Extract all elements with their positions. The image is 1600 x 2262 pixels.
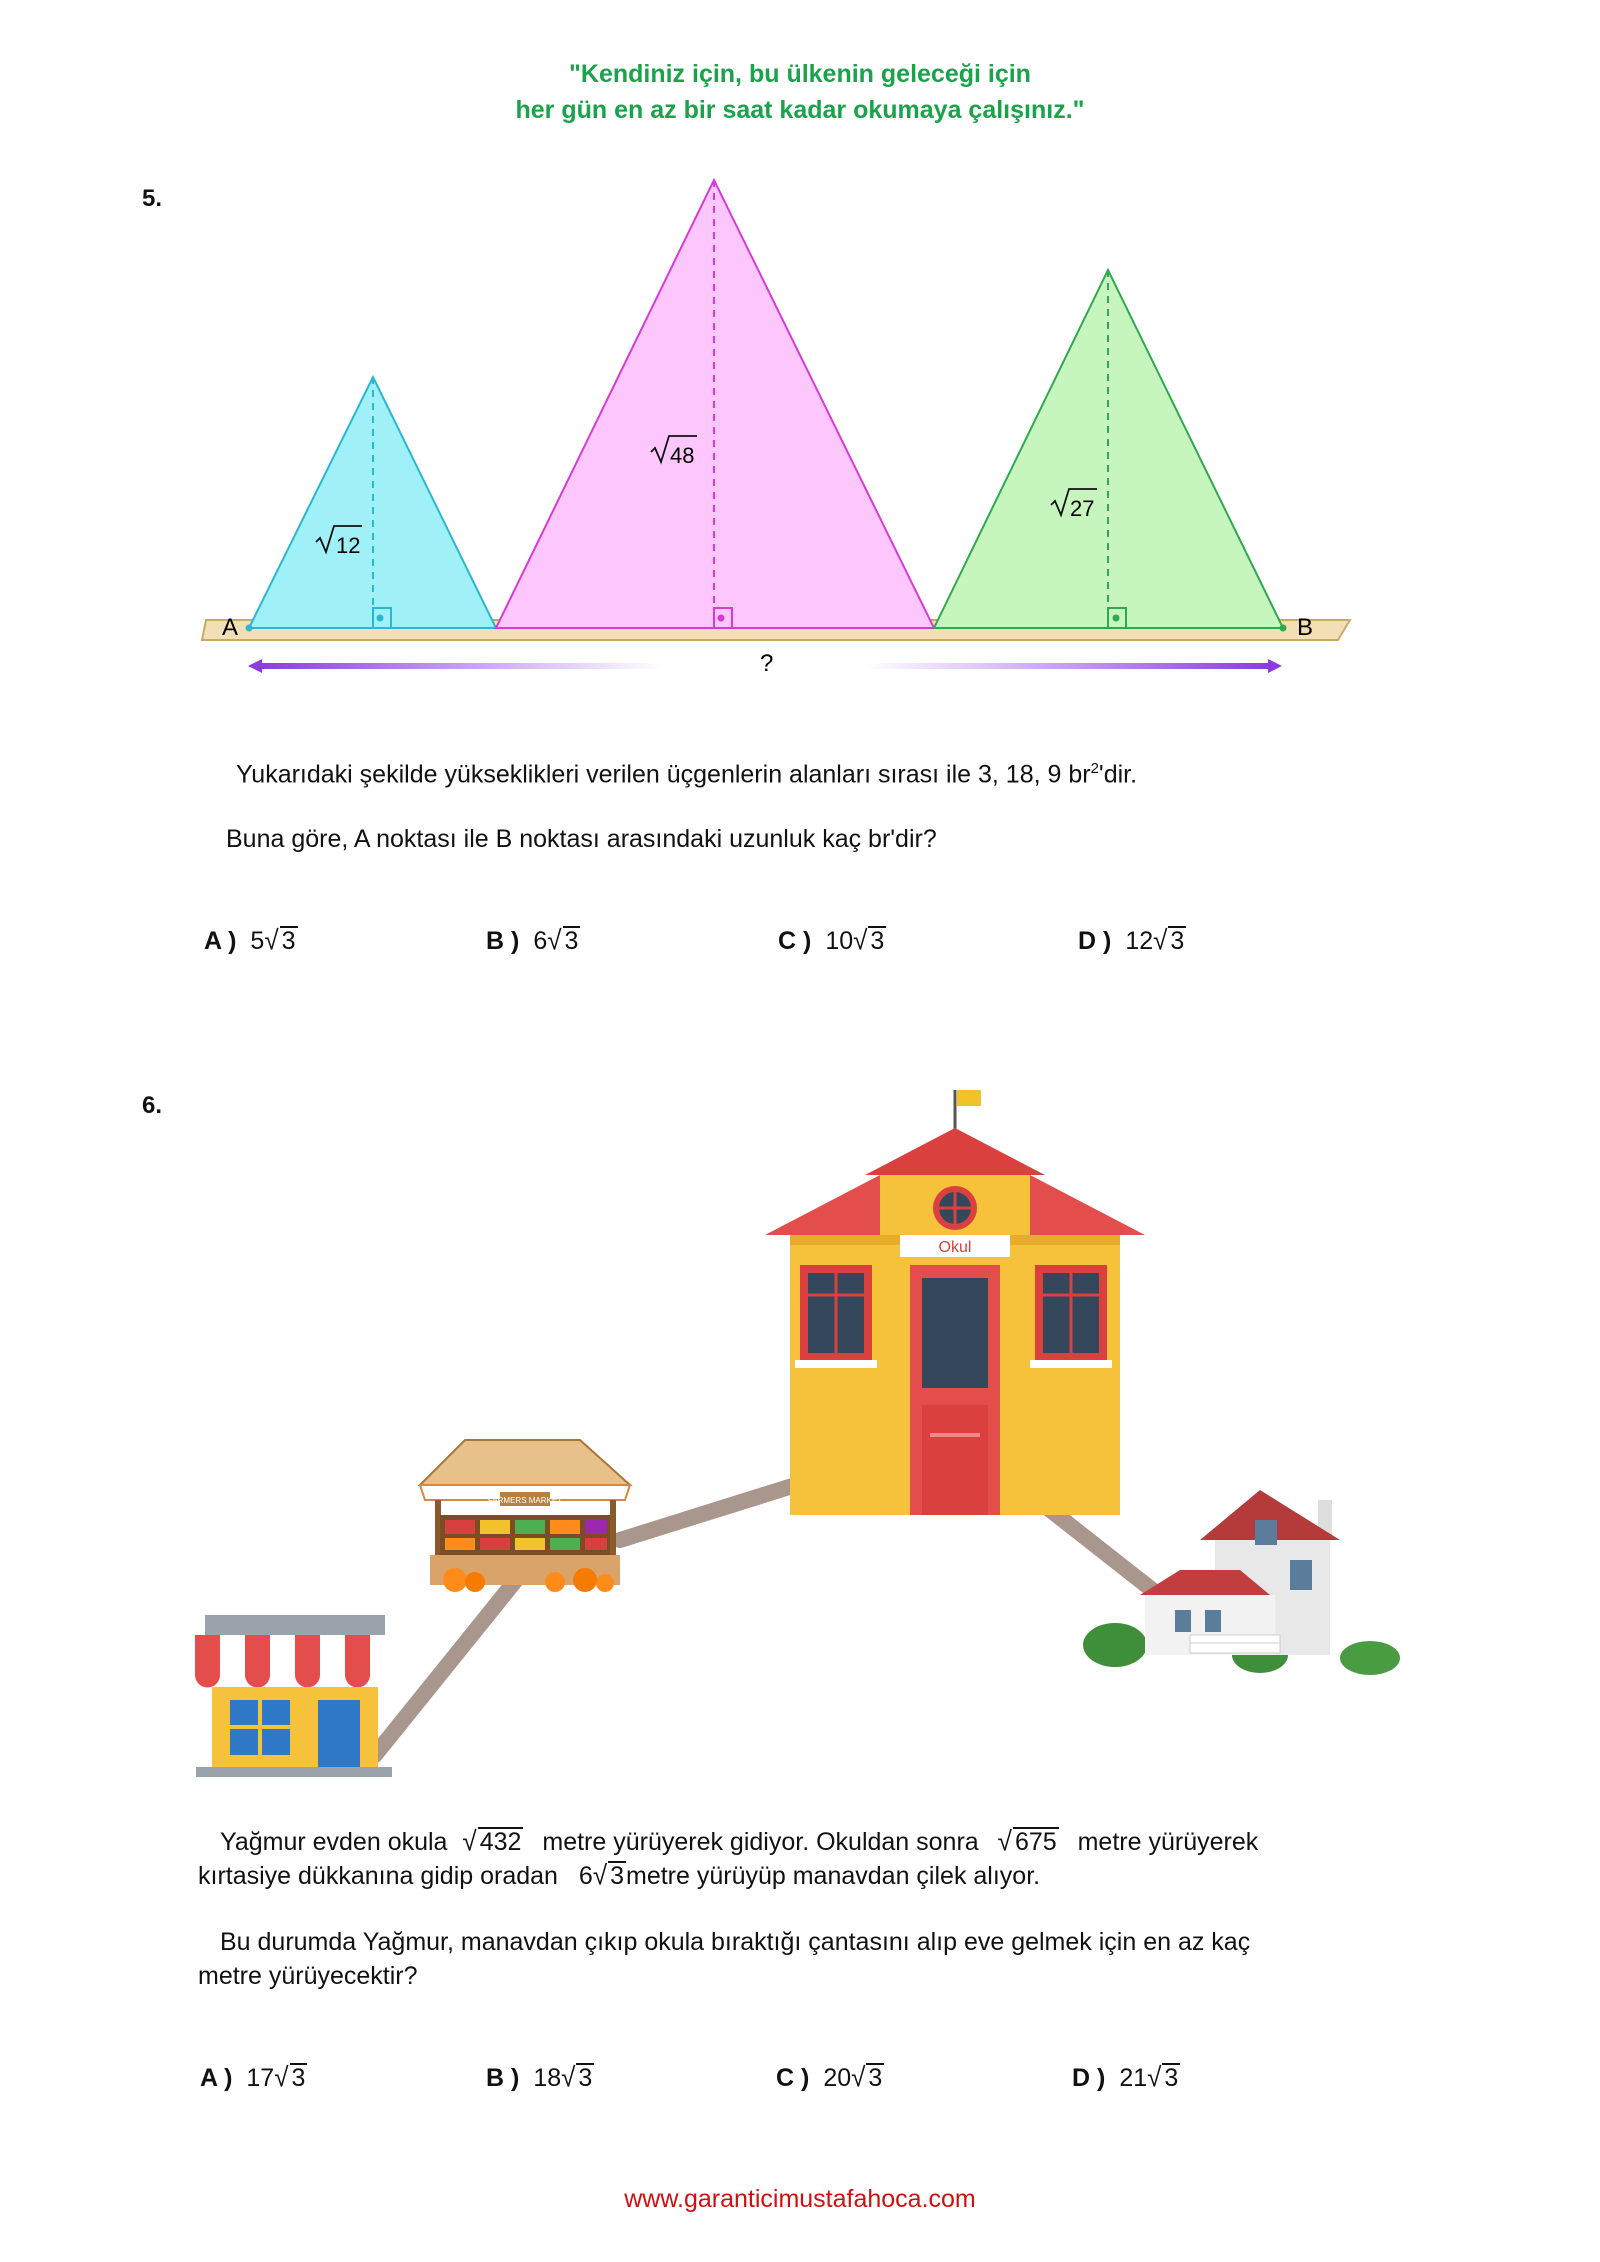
triangle-pink	[496, 180, 934, 628]
q6-option-b[interactable]: B ) 18√ 3	[486, 2061, 593, 2093]
footer-url[interactable]: www.garanticimustafahoca.com	[624, 2185, 976, 2213]
svg-text:27: 27	[1070, 496, 1095, 521]
question-6-line-1: Yağmur evden okula √ 432 metre yürüyerek gidiyor. Okuldan sonra √ 675 metre yürüyerek	[220, 1825, 1259, 1857]
map-illustration	[0, 1080, 1600, 1780]
question-6-line-3: Bu durumda Yağmur, manavdan çıkıp okula bıraktığı çantasını alıp eve gelmek için en az kaç	[220, 1928, 1251, 1956]
q6-option-a[interactable]: A ) 17√ 3	[200, 2061, 306, 2093]
question-6-line-4: metre yürüyecektir?	[198, 1962, 418, 1990]
school-sign: Okul	[938, 1239, 972, 1256]
q6-option-c[interactable]: C ) 20√ 3	[776, 2061, 883, 2093]
path-stationery-grocer	[375, 1575, 520, 1755]
triangle-cyan	[249, 377, 496, 628]
point-a-label: A	[222, 614, 239, 641]
quote-line-1: "Kendiniz için, bu ülkenin geleceği için	[569, 60, 1031, 88]
triangle-green	[934, 270, 1283, 628]
question-6-line-2: kırtasiye dükkanına gidip oradan 6√ 3metre yürüyüp manavdan çilek alıyor.	[198, 1859, 1041, 1891]
svg-text:48: 48	[670, 443, 695, 468]
q5-option-a[interactable]: A ) 5√ 3	[204, 924, 296, 956]
question-5-text-2: Buna göre, A noktası ile B noktası arasındaki uzunluk kaç br'dir?	[226, 825, 937, 853]
q5-option-b[interactable]: B ) 6√ 3	[486, 924, 579, 956]
point-a-dot	[246, 625, 253, 632]
market-sign: FARMERS MARKET	[487, 1496, 563, 1505]
triangles-figure	[0, 160, 1600, 690]
q5-option-d[interactable]: D ) 12√ 3	[1078, 924, 1185, 956]
svg-text:12: 12	[336, 533, 361, 558]
unknown-length-label: ?	[760, 650, 774, 677]
question-5-number: 5.	[142, 185, 163, 212]
stationery-shop	[195, 1615, 395, 1777]
grocer-stand	[420, 1440, 630, 1592]
question-5-text-1: Yukarıdaki şekilde yükseklikleri verilen üçgenlerin alanları sırası ile 3, 18, 9 $br^2'dir$.	[236, 760, 1138, 789]
point-b-label: B	[1297, 614, 1314, 641]
question-6-number: 6.	[142, 1092, 163, 1119]
school-building	[765, 1090, 1145, 1515]
point-b-dot	[1280, 625, 1287, 632]
quote-line-2: her gün en az bir saat kadar okumaya çalışınız."	[515, 96, 1085, 124]
q6-option-d[interactable]: D ) 21√ 3	[1072, 2061, 1179, 2093]
q5-option-c[interactable]: C ) 10√ 3	[778, 924, 885, 956]
